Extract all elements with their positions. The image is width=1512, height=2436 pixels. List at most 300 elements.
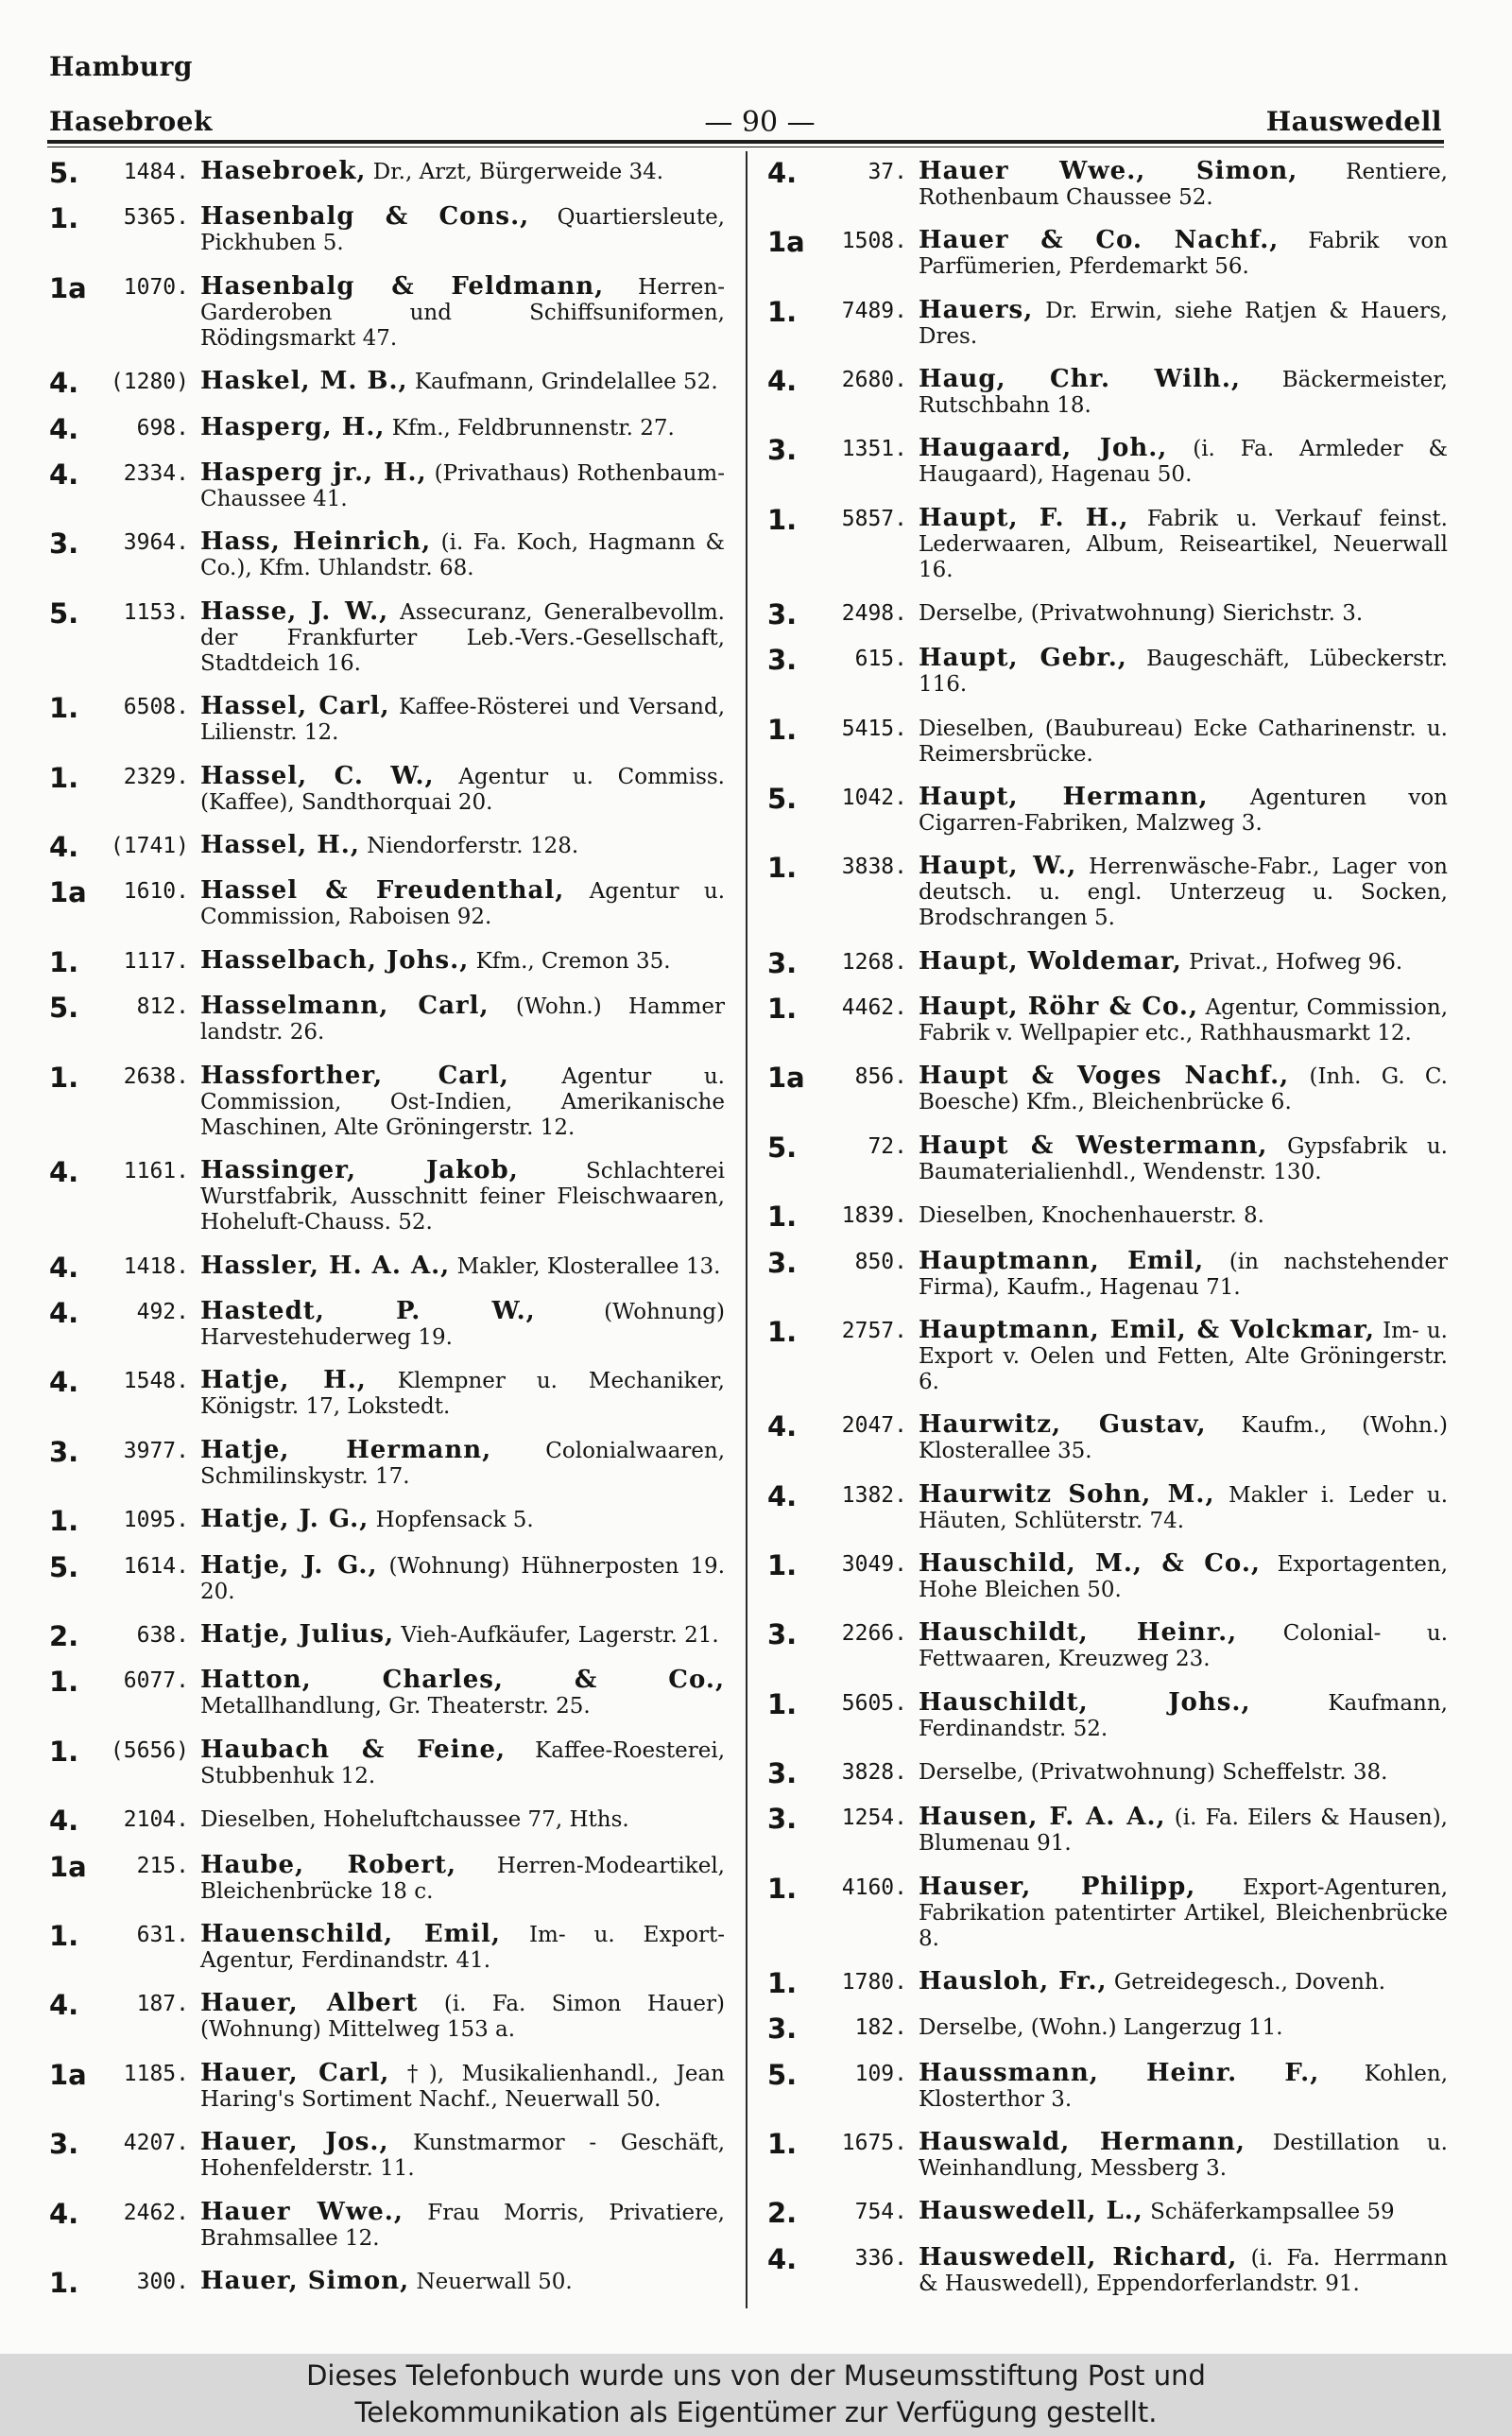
directory-entry xyxy=(49,694,725,746)
phone-number: 856. xyxy=(854,1064,907,1090)
page-header xyxy=(49,104,1442,142)
entry-text xyxy=(200,1296,725,1351)
entry-text xyxy=(200,761,725,816)
exchange-zone: 4. xyxy=(767,1479,798,1512)
subscriber-detail: Agentur u. Commission, Raboisen 92. xyxy=(200,879,726,930)
exchange-zone: 1. xyxy=(49,1666,79,1699)
subscriber-name: Haupt & Voges Nachf., xyxy=(919,1062,1290,1091)
subscriber-detail: (in nachstehender Firma), Kaufm., Hagenau 71. xyxy=(919,1249,1449,1300)
entry-text xyxy=(200,1919,725,1974)
phone-number: 1508. xyxy=(841,229,907,254)
phone-number: 2329. xyxy=(123,764,189,789)
entry-text xyxy=(200,1806,725,1835)
exchange-zone: 1. xyxy=(767,1315,798,1348)
directory-entry xyxy=(767,785,1448,837)
entry-text xyxy=(200,833,725,861)
first-entry-guide-word: Hasebroek xyxy=(49,106,213,137)
subscriber-name: Hatton, Charles, & Co., xyxy=(200,1666,725,1695)
subscriber-name: Hassel & Freudenthal, xyxy=(200,876,565,906)
subscriber-detail: Makler i. Leder u. Häuten, Schlüterstr. 74. xyxy=(919,1482,1449,1533)
directory-entry xyxy=(49,1505,725,1538)
entry-text xyxy=(200,1619,725,1650)
subscriber-name: Hauer, Carl, xyxy=(200,2058,390,2087)
subscriber-name: Haskel, M. B., xyxy=(200,367,408,396)
subscriber-name: Hausen, F. A. A., xyxy=(919,1803,1166,1832)
phone-number: 2757. xyxy=(841,1318,907,1343)
subscriber-detail: Derselbe, (Privatwohnung) Sierichstr. 3. xyxy=(919,601,1364,627)
entry-text xyxy=(200,694,725,746)
subscriber-detail: Im- u. Export-Agentur, Ferdinandstr. 41. xyxy=(200,1922,725,1973)
exchange-zone: 4. xyxy=(49,2197,79,2230)
phone-number: 812. xyxy=(136,994,189,1020)
directory-entry xyxy=(767,1966,1448,1999)
subscriber-detail: (Wohnung) Harvestehuderweg 19. xyxy=(200,1299,725,1350)
subscriber-name: Hassel, Carl, xyxy=(200,692,390,721)
phone-number: 109. xyxy=(854,2061,907,2086)
entry-text xyxy=(919,785,1448,837)
subscriber-name: Hauswedell, Richard, xyxy=(919,2242,1238,2272)
subscriber-detail: Fabrik u. Verkauf feinst. Lederwaaren, Album, Reiseartikel, Neuerwall 16. xyxy=(919,506,1448,582)
entry-text xyxy=(200,945,725,976)
subscriber-detail: Agentur, Commission, Fabrik v. Wellpapier etc., Rathhausmarkt 12. xyxy=(919,995,1449,1046)
directory-entry xyxy=(767,1756,1448,1789)
exchange-zone: 3. xyxy=(767,1756,798,1789)
exchange-zone: 1. xyxy=(767,713,798,746)
directory-entry xyxy=(49,1919,725,1974)
exchange-zone: 5. xyxy=(767,1131,798,1164)
phone-number: 5365. xyxy=(123,205,189,231)
phone-number: 72. xyxy=(868,1133,907,1159)
subscriber-detail: (Inh. G. C. Boesche) Kfm., Bleichenbrücke 6. xyxy=(919,1064,1448,1115)
entry-text xyxy=(200,1737,725,1789)
subscriber-detail: Hopfensack 5. xyxy=(375,1508,534,1533)
entry-text xyxy=(919,1687,1448,1742)
directory-entry xyxy=(767,1063,1448,1115)
phone-number: 336. xyxy=(854,2245,907,2271)
subscriber-detail: (i. Fa. Koch, Hagmann & Co.), Kfm. Uhlandstr. 68. xyxy=(200,530,726,581)
exchange-zone: 1. xyxy=(767,1201,798,1234)
subscriber-detail: Assecuranz, Generalbevollm. der Frankfurter Leb.-Vers.-Gesellschaft, Stadtdeich 16. xyxy=(200,599,725,676)
subscriber-detail: Herren-Garderoben und Schiffsuniformen, Rödingsmarkt 47. xyxy=(200,274,725,351)
phone-number: 2334. xyxy=(123,461,189,487)
phone-number: 215. xyxy=(136,1853,189,1878)
entry-text xyxy=(200,1667,725,1719)
subscriber-detail: Exportagenten, Hohe Bleichen 50. xyxy=(919,1551,1448,1602)
exchange-zone: 1a xyxy=(49,876,87,909)
left-column xyxy=(49,159,725,2297)
exchange-zone: 4. xyxy=(49,831,79,864)
directory-entry xyxy=(49,2269,725,2297)
directory-entry xyxy=(49,1805,725,1838)
column-divider xyxy=(746,151,747,2308)
phone-number: 4462. xyxy=(841,995,907,1021)
subscriber-detail: Im- u. Export v. Oelen und Fetten, Alte Gröningerstr. 6. xyxy=(919,1318,1448,1394)
subscriber-name: Hasse, J. W., xyxy=(200,596,389,626)
exchange-zone: 3. xyxy=(767,1246,798,1279)
directory-entry xyxy=(767,228,1448,280)
subscriber-detail: Kaffee-Rösterei und Versand, Lilienstr. 12. xyxy=(200,695,725,746)
subscriber-detail: Schlachterei Wurstfabrik, Ausschnitt feiner Fleischwaaren, Hoheluft-Chauss. 52. xyxy=(200,1159,725,1235)
exchange-zone: 3. xyxy=(767,946,798,979)
subscriber-detail: Derselbe, (Privatwohnung) Scheffelstr. 38. xyxy=(919,1759,1388,1785)
entry-text xyxy=(919,1872,1449,1952)
phone-number: 2638. xyxy=(123,1063,189,1089)
subscriber-name: Hauser, Philipp, xyxy=(919,1872,1196,1901)
subscriber-name: Hauer Wwe., xyxy=(200,2197,404,2226)
phone-number: 2498. xyxy=(841,601,907,627)
directory-entry xyxy=(767,854,1448,931)
phone-number: 1268. xyxy=(841,949,907,975)
directory-entry xyxy=(49,1619,725,1652)
directory-entry xyxy=(767,2013,1448,2046)
subscriber-name: Hatje, J. G., xyxy=(200,1505,369,1534)
subscriber-detail: (i. Fa. Simon Hauer) (Wohnung) Mittelweg 153 a. xyxy=(200,1992,725,2043)
entry-text xyxy=(919,1133,1448,1185)
directory-entry xyxy=(767,1412,1448,1464)
subscriber-detail: Metallhandlung, Gr. Theaterstr. 25. xyxy=(200,1694,591,1719)
phone-number: 1153. xyxy=(123,599,189,625)
entry-text xyxy=(200,1850,725,1905)
phone-number: 4160. xyxy=(841,1875,907,1900)
entry-text xyxy=(919,716,1448,768)
phone-number: 1095. xyxy=(123,1508,189,1533)
phone-number: 2462. xyxy=(123,2200,189,2225)
subscriber-name: Haubach & Feine, xyxy=(200,1735,507,1764)
entry-text xyxy=(200,204,725,256)
directory-entry xyxy=(767,713,1448,768)
exchange-zone: 1a xyxy=(49,1850,87,1883)
directory-entry xyxy=(49,412,725,445)
entry-text xyxy=(200,993,725,1045)
phone-number: 182. xyxy=(854,2015,907,2041)
subscriber-name: Hauers, xyxy=(919,295,1034,324)
subscriber-detail: Schäferkampsallee 59 xyxy=(1150,2200,1395,2225)
directory-entry xyxy=(767,2058,1449,2113)
subscriber-detail: †), Musikalienhandl., Jean Haring's Sortiment Nachf., Neuerwall 50. xyxy=(200,2061,725,2112)
exchange-zone: 1a xyxy=(49,271,87,304)
exchange-zone: 1a xyxy=(49,2058,87,2091)
phone-number: 3964. xyxy=(123,530,189,556)
exchange-zone: 1. xyxy=(49,2267,79,2299)
exchange-zone: 1. xyxy=(767,295,798,328)
exchange-zone: 4. xyxy=(49,367,79,400)
entry-text xyxy=(919,2127,1448,2182)
directory-entry xyxy=(49,1063,725,1141)
subscriber-detail: Dieselben, Knochenhauerstr. 8. xyxy=(919,1203,1264,1229)
directory-entry xyxy=(49,1850,725,1905)
exchange-zone: 2. xyxy=(49,1619,79,1652)
directory-entry xyxy=(767,994,1448,1046)
phone-number: 850. xyxy=(854,1249,907,1274)
phone-number: 1418. xyxy=(123,1253,189,1279)
directory-entry xyxy=(767,2242,1448,2297)
directory-entry xyxy=(49,1991,725,2043)
subscriber-name: Hassler, H. A. A., xyxy=(200,1251,451,1280)
entry-text xyxy=(919,1202,1448,1231)
subscriber-detail: Kaufmann, Grindelallee 52. xyxy=(414,370,718,395)
subscriber-name: Haupt, Woldemar, xyxy=(919,946,1182,976)
exchange-zone: 3. xyxy=(767,2013,798,2046)
subscriber-name: Hastedt, P. W., xyxy=(200,1296,536,1325)
entry-text xyxy=(200,1991,725,2043)
exchange-zone: 4. xyxy=(767,157,798,189)
exchange-zone: 1a xyxy=(767,1062,805,1095)
subscriber-name: Hauswedell, L., xyxy=(919,2197,1143,2226)
exchange-zone: 4. xyxy=(49,1366,79,1399)
subscriber-detail: Rentiere, Rothenbaum Chaussee 52. xyxy=(919,160,1448,210)
right-column xyxy=(767,159,1448,2297)
directory-entry xyxy=(49,2058,725,2113)
exchange-zone: 3. xyxy=(767,434,798,467)
subscriber-name: Hatje, Julius, xyxy=(200,1619,395,1649)
subscriber-detail: Agentur u. Commission, Ost-Indien, Amerikanische Maschinen, Alte Gröningerstr. 12. xyxy=(200,1063,725,1140)
subscriber-detail: Dieselben, Hoheluftchaussee 77, Hths. xyxy=(200,1807,629,1833)
phone-number: 1351. xyxy=(841,437,907,462)
directory-entry xyxy=(49,159,725,187)
subscriber-name: Haug, Chr. Wilh., xyxy=(919,365,1241,394)
subscriber-name: Haurwitz Sohn, M., xyxy=(919,1479,1215,1509)
subscriber-detail: Getreidegesch., Dovenh. xyxy=(1113,1969,1386,1995)
subscriber-name: Hausloh, Fr., xyxy=(919,1966,1108,1995)
exchange-zone: 1. xyxy=(767,503,798,536)
subscriber-detail: (Privathaus) Rothenbaum-Chaussee 41. xyxy=(200,461,725,512)
subscriber-name: Hauer, Jos., xyxy=(200,2128,389,2157)
last-entry-guide-word: Hauswedell xyxy=(1265,106,1442,137)
entry-text xyxy=(200,412,725,443)
entry-text xyxy=(200,369,725,397)
phone-number: 492. xyxy=(136,1299,189,1324)
subscriber-detail: Frau Morris, Privatiere, Brahmsallee 12. xyxy=(200,2200,725,2251)
directory-entry xyxy=(49,1368,725,1420)
entry-text xyxy=(200,1158,725,1235)
subscriber-name: Hauer Wwe., Simon, xyxy=(919,157,1298,185)
exchange-zone: 5. xyxy=(49,1550,79,1583)
phone-number: 1117. xyxy=(123,948,189,974)
phone-number: 615. xyxy=(854,647,907,672)
exchange-zone: 1. xyxy=(767,1872,798,1905)
entry-text xyxy=(200,2197,725,2252)
entry-text xyxy=(200,1507,725,1535)
subscriber-detail: Klempner u. Mechaniker, Königstr. 17, Lokstedt. xyxy=(200,1369,725,1420)
phone-number: 1185. xyxy=(123,2061,189,2086)
exchange-zone: 3. xyxy=(767,1618,798,1651)
exchange-zone: 1. xyxy=(49,1735,79,1768)
subscriber-name: Hasperg jr., H., xyxy=(200,458,427,488)
phone-number: 3838. xyxy=(841,855,907,880)
subscriber-name: Hatje, H., xyxy=(200,1366,367,1395)
entry-text xyxy=(919,1548,1448,1603)
entry-text xyxy=(919,1315,1448,1395)
entry-text xyxy=(919,159,1448,211)
subscriber-detail: Bäckermeister, Rutschbahn 18. xyxy=(919,368,1448,419)
directory-entry xyxy=(767,1548,1448,1603)
subscriber-detail: Herrenwäsche-Fabr., Lager von deutsch. u. engl. Unterzeug u. Socken, Brodschrangen 5. xyxy=(919,855,1448,931)
exchange-zone: 5. xyxy=(767,783,798,816)
subscriber-name: Hassel, H., xyxy=(200,831,360,860)
entry-text xyxy=(919,2058,1449,2113)
entry-text xyxy=(919,854,1448,931)
entry-text xyxy=(919,295,1448,350)
subscriber-detail: Fabrik von Parfümerien, Pferdemarkt 56. xyxy=(919,229,1449,280)
entry-text xyxy=(919,1246,1449,1301)
entry-text xyxy=(919,503,1448,583)
phone-number: 3828. xyxy=(841,1759,907,1785)
exchange-zone: 4. xyxy=(49,412,79,445)
directory-entry xyxy=(49,761,725,816)
subscriber-name: Hauer, Albert xyxy=(200,1989,419,2018)
entry-text xyxy=(919,2242,1448,2297)
phone-number: 1780. xyxy=(841,1969,907,1995)
directory-entry xyxy=(49,596,725,677)
page-number: — 90 — xyxy=(704,106,816,139)
subscriber-detail: (i. Fa. Eilers & Hausen), Blumenau 91. xyxy=(919,1805,1448,1857)
phone-number: 3049. xyxy=(841,1551,907,1577)
phone-number: 2047. xyxy=(841,1413,907,1439)
exchange-zone: 1. xyxy=(767,993,798,1026)
subscriber-detail: Dieselben, (Baubureau) Ecke Catharinenstr. u. Reimersbrücke. xyxy=(919,716,1448,767)
subscriber-name: Hauptmann, Emil, & Volckmar, xyxy=(919,1315,1375,1344)
subscriber-detail: (i. Fa. Herrmann & Hauswedell), Eppendorferlandstr. 91. xyxy=(919,2245,1448,2296)
footer-line-2: Telekommunikation als Eigentümer zur Verfügung gestellt. xyxy=(354,2396,1158,2428)
exchange-zone: 5. xyxy=(49,596,79,630)
phone-number: 754. xyxy=(854,2200,907,2225)
phone-number: 5415. xyxy=(841,716,907,741)
directory-entry xyxy=(49,271,725,352)
exchange-zone: 1. xyxy=(767,2127,798,2160)
subscriber-detail: Derselbe, (Wohn.) Langerzug 11. xyxy=(919,2015,1283,2041)
subscriber-detail: Kfm., Feldbrunnenstr. 27. xyxy=(391,415,675,441)
directory-entry xyxy=(49,1253,725,1282)
directory-entry xyxy=(767,1872,1449,1952)
directory-entry xyxy=(767,646,1448,698)
subscriber-detail: Kaffee-Roesterei, Stubbenhuk 12. xyxy=(200,1737,726,1788)
phone-number: 1839. xyxy=(841,1203,907,1229)
directory-entry xyxy=(49,1550,725,1605)
exchange-zone: 1. xyxy=(767,852,798,885)
entry-text xyxy=(919,367,1448,419)
directory-entry xyxy=(49,367,725,400)
subscriber-detail: Niendorferstr. 128. xyxy=(367,834,579,859)
subscriber-name: Haupt, W., xyxy=(919,852,1077,881)
subscriber-detail: (Wohnung) Hühnerposten 19. 20. xyxy=(200,1553,725,1604)
phone-number: 5605. xyxy=(841,1690,907,1716)
exchange-zone: 5. xyxy=(49,157,79,189)
phone-number: 2266. xyxy=(841,1621,907,1647)
exchange-zone: 3. xyxy=(49,2128,79,2161)
phone-number: 7489. xyxy=(841,298,907,323)
entry-text xyxy=(200,596,725,677)
entry-text xyxy=(200,460,725,512)
entry-text xyxy=(200,2058,725,2113)
entry-text xyxy=(919,436,1448,488)
subscriber-name: Haupt, Röhr & Co., xyxy=(919,993,1199,1022)
exchange-zone: 1. xyxy=(767,1966,798,1999)
subscriber-name: Haupt & Westermann, xyxy=(919,1131,1268,1160)
phone-number: 1614. xyxy=(123,1553,189,1579)
directory-entry xyxy=(767,295,1448,350)
entry-text xyxy=(200,1253,725,1282)
subscriber-detail: Kaufm., (Wohn.) Klosterallee 35. xyxy=(919,1413,1448,1464)
subscriber-detail: Gypsfabrik u. Baumaterialienhdl., Wendenstr. 130. xyxy=(919,1133,1448,1184)
subscriber-detail: Herren-Modeartikel, Bleichenbrücke 18 c. xyxy=(200,1853,725,1904)
entry-text xyxy=(200,1435,726,1490)
directory-entry xyxy=(767,1133,1448,1185)
phone-number: (1741) xyxy=(110,834,189,859)
directory-entry xyxy=(767,946,1448,979)
entry-text xyxy=(200,1063,725,1141)
phone-number: 698. xyxy=(136,415,189,441)
subscriber-detail: Baugeschäft, Lübeckerstr. 116. xyxy=(919,647,1448,698)
directory-entry xyxy=(49,2197,725,2252)
phone-number: 1161. xyxy=(123,1159,189,1184)
directory-entry xyxy=(49,1296,725,1351)
subscriber-detail: (Wohn.) Hammer landstr. 26. xyxy=(200,994,725,1045)
exchange-zone: 3. xyxy=(767,598,798,631)
directory-entry xyxy=(49,2130,725,2182)
subscriber-name: Hauschildt, Heinr., xyxy=(919,1618,1238,1648)
directory-entry xyxy=(767,600,1448,629)
page-city-heading: Hamburg xyxy=(49,51,193,82)
subscriber-name: Hauer & Co. Nachf., xyxy=(919,226,1280,255)
subscriber-detail: Makler, Klosterallee 13. xyxy=(456,1253,721,1279)
entry-text xyxy=(919,1620,1448,1672)
directory-entry xyxy=(767,1246,1449,1301)
entry-text xyxy=(919,2014,1448,2043)
entry-text xyxy=(200,2269,725,2297)
exchange-zone: 1. xyxy=(49,1919,79,1952)
directory-entry xyxy=(767,1201,1448,1234)
phone-number: 187. xyxy=(136,1992,189,2017)
subscriber-name: Haupt, Gebr., xyxy=(919,644,1127,673)
footer-line-1: Dieses Telefonbuch wurde uns von der Museumsstiftung Post und xyxy=(306,2359,1206,2392)
subscriber-detail: Export-Agenturen, Fabrikation patentirter Artikel, Bleichenbrücke 8. xyxy=(919,1875,1449,1951)
exchange-zone: 4. xyxy=(49,1156,79,1189)
subscriber-name: Haupt, Hermann, xyxy=(919,783,1209,812)
subscriber-name: Hauswald, Hermann, xyxy=(919,2127,1246,2156)
entry-text xyxy=(200,159,725,187)
entry-text xyxy=(919,946,1448,977)
subscriber-name: Hasebroek, xyxy=(200,157,367,185)
entry-text xyxy=(919,1805,1448,1857)
directory-entry xyxy=(49,1737,725,1789)
exchange-zone: 3. xyxy=(49,1435,79,1468)
exchange-zone: 4. xyxy=(49,1251,79,1284)
phone-number: 5857. xyxy=(841,506,907,531)
exchange-zone: 1. xyxy=(767,1687,798,1720)
entry-text xyxy=(200,878,725,930)
directory-entry xyxy=(767,1315,1448,1395)
directory-entry xyxy=(767,1805,1448,1857)
directory-entry xyxy=(767,1620,1448,1672)
subscriber-name: Haurwitz, Gustav, xyxy=(919,1410,1207,1440)
exchange-zone: 1. xyxy=(49,761,79,794)
subscriber-detail: Kfm., Cremon 35. xyxy=(475,948,671,974)
entry-text xyxy=(919,1063,1448,1115)
directory-entry xyxy=(49,878,725,930)
phone-number: 1382. xyxy=(841,1482,907,1508)
directory-entry xyxy=(49,204,725,256)
exchange-zone: 2. xyxy=(767,2197,798,2230)
directory-entry xyxy=(49,993,725,1045)
header-rule-thick xyxy=(47,140,1444,144)
subscriber-detail: Destillation u. Weinhandlung, Messberg 3. xyxy=(919,2130,1448,2181)
phone-number: 1254. xyxy=(841,1805,907,1831)
directory-entry xyxy=(767,2127,1448,2182)
subscriber-detail: Kohlen, Klosterthor 3. xyxy=(919,2061,1449,2112)
exchange-zone: 4. xyxy=(767,2242,798,2275)
phone-number: 4207. xyxy=(123,2131,189,2156)
subscriber-name: Hasselmann, Carl, xyxy=(200,992,490,1021)
